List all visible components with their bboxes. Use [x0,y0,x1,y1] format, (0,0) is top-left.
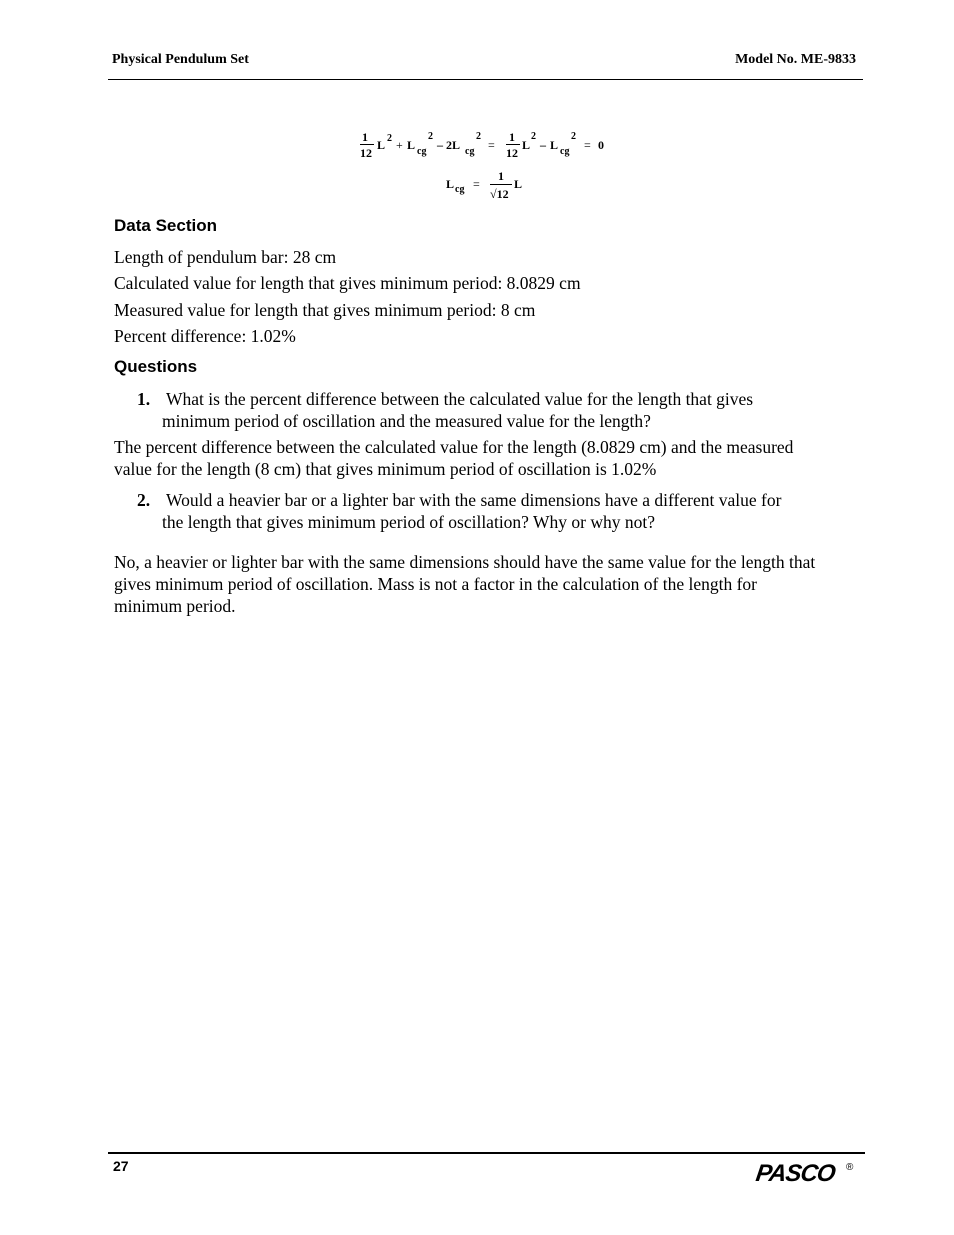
eq2-den: √12 [490,187,509,201]
answer-1-line: value for the length (8 cm) that gives minimum period of oscillation is 1.02% [114,459,657,479]
eq1-minus-2L: – 2L [437,138,461,152]
data-line: Measured value for length that gives minimum period: 8 cm [114,300,536,320]
eq1-frac1-bar [360,144,374,145]
page-header [110,52,858,72]
question-2-line: the length that gives minimum period of oscillation? Why or why not? [162,512,655,532]
eq1-L2-sq: 2 [531,131,536,142]
eq2-L: L [514,177,523,191]
document-title: Physical Pendulum Set [112,52,249,67]
header-rule [108,79,863,80]
eq1-frac1-den: 12 [360,146,372,160]
eq1-L-2: L [522,138,531,152]
eq1-Lcg-sq: 2 [428,131,433,142]
question-2-line: Would a heavier bar or a lighter bar with the same dimensions have a different value for [166,490,782,510]
eq2-num: 1 [498,169,504,183]
model-number: Model No. ME-9833 [735,52,856,67]
eq1-Lcg: L [407,138,416,152]
answer-2-line: minimum period. [114,596,236,616]
pasco-logo-mark: PASCO [754,1160,837,1187]
data-line: Percent difference: 1.02% [114,326,296,346]
eq1-2L-sq: 2 [476,131,481,142]
eq1-cg: cg [417,146,427,157]
eq1-plus: + [396,138,403,152]
eq2-Lcg: L [446,177,455,191]
equation-2 [444,168,534,206]
footer-rule [108,1152,865,1154]
data-line: Length of pendulum bar: 28 cm [114,247,337,267]
eq2-bar [490,184,512,185]
eq1-frac2-bar [506,144,520,145]
answer-2-line: gives minimum period of oscillation. Mass is not a factor in the calculation of the length for [114,574,757,594]
eq1-zero: 0 [598,138,604,152]
answer-2-line: No, a heavier or lighter bar with the same dimensions should have the same value for the length that [114,552,816,572]
eq1-minus: – [540,138,546,152]
data-section-heading: Data Section [114,216,217,235]
questions-heading: Questions [114,357,198,376]
page-number: 27 [113,1158,129,1174]
eq1-L: L [377,138,386,152]
equation-1 [358,128,618,162]
question-1-line: What is the percent difference between the calculated value for the length that gives [166,389,754,409]
pasco-logo [756,1160,856,1188]
eq2-equals: = [473,177,480,191]
eq2-cg: cg [455,184,465,195]
eq1-Lcg2-sq: 2 [571,131,576,142]
eq1-cg-2: cg [465,146,475,157]
question-1-line: minimum period of oscillation and the measured value for the length? [162,411,651,431]
eq1-frac2-num: 1 [509,130,515,144]
registered-mark: ® [846,1162,854,1173]
question-1-number: 1. [137,389,151,409]
eq1-frac1-num: 1 [362,130,368,144]
eq1-Lcg-2: L [550,138,559,152]
question-2-number: 2. [137,490,151,510]
eq1-equals: = [488,138,495,152]
eq1-L-sq: 2 [387,133,392,144]
answer-1-line: The percent difference between the calculated value for the length (8.0829 cm) and the measured [114,437,794,457]
eq1-equals-2: = [584,138,591,152]
data-line: Calculated value for length that gives minimum period: 8.0829 cm [114,273,581,293]
eq1-cg-3: cg [560,146,570,157]
eq1-frac2-den: 12 [506,146,518,160]
